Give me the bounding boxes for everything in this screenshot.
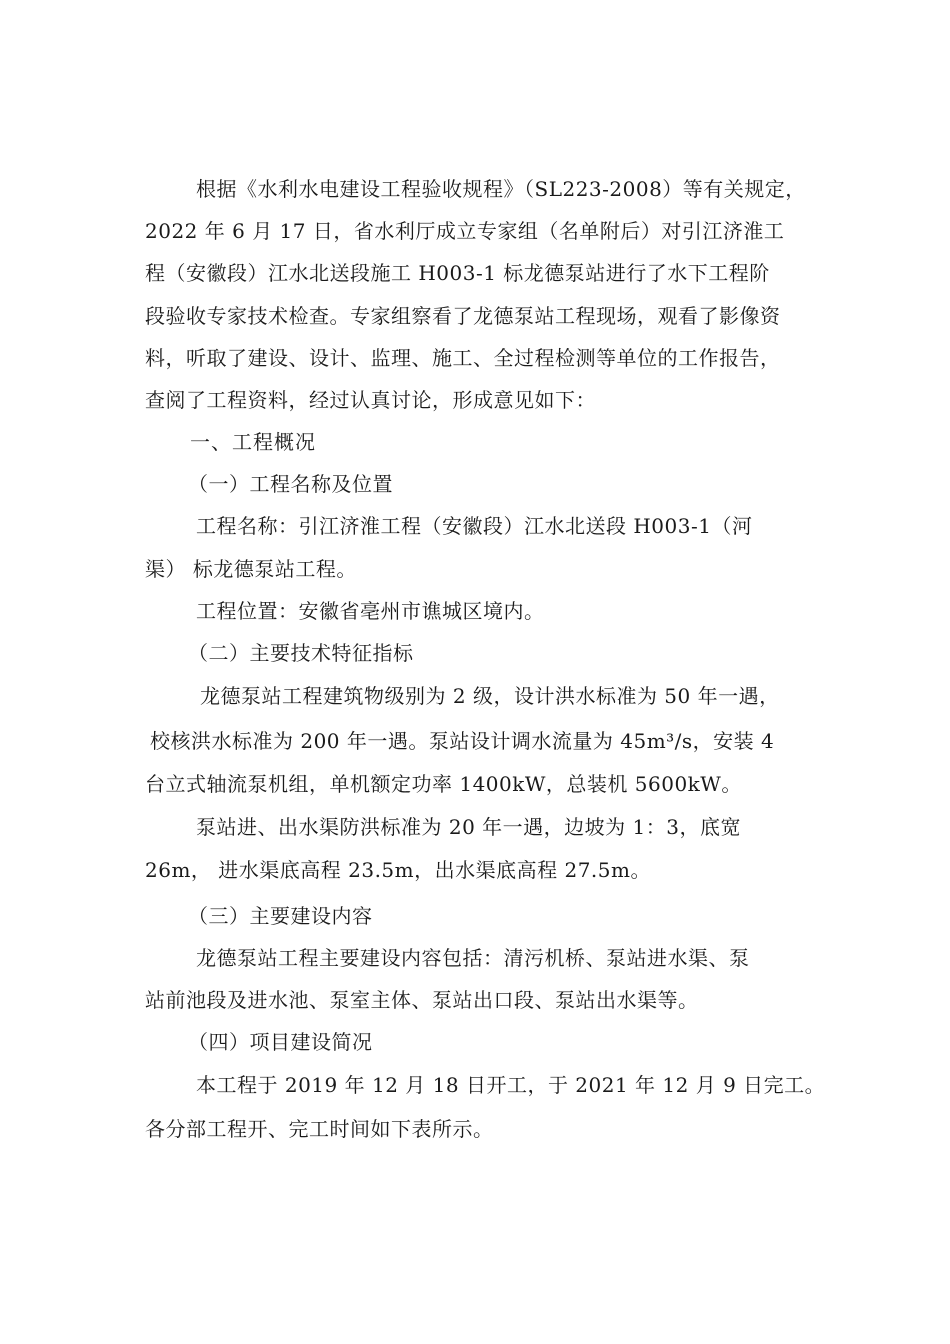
subsection-3-heading: （三）主要建设内容: [188, 904, 373, 928]
construction-content-line-1: 龙德泵站工程主要建设内容包括：清污机桥、泵站进水渠、泵: [196, 946, 750, 970]
tech-para-1-line-2: 校核洪水标准为 200 年一遇。泵站设计调水流量为 45m³/s，安装 4: [150, 729, 775, 753]
project-location: 工程位置：安徽省亳州市谯城区境内。: [196, 599, 545, 623]
tech-para-1-line-1: 龙德泵站工程建筑物级别为 2 级，设计洪水标准为 50 年一遇，: [200, 684, 780, 708]
intro-line-2: 2022 年 6 月 17 日，省水利厅成立专家组（名单附后）对引江济淮工: [145, 219, 785, 243]
construction-content-line-2: 站前池段及进水池、泵室主体、泵站出口段、泵站出水渠等。: [145, 988, 699, 1012]
tech-para-2-line-1: 泵站进、出水渠防洪标准为 20 年一遇，边坡为 1：3，底宽: [196, 815, 741, 839]
subsection-1-heading: （一）工程名称及位置: [188, 472, 393, 496]
project-name-line-2: 渠） 标龙德泵站工程。: [145, 557, 357, 581]
subsection-4-heading: （四）项目建设简况: [188, 1030, 373, 1054]
intro-line-4: 段验收专家技术检查。专家组察看了龙德泵站工程现场，观看了影像资: [145, 304, 781, 328]
intro-line-5: 料，听取了建设、设计、监理、施工、全过程检测等单位的工作报告，: [145, 346, 781, 370]
intro-line-1: 根据《水利水电建设工程验收规程》（SL223-2008）等有关规定，: [196, 177, 806, 201]
section-1-heading: 一、工程概况: [190, 430, 316, 454]
intro-line-3: 程（安徽段）江水北送段施工 H003-1 标龙德泵站进行了水下工程阶: [145, 261, 770, 285]
subsection-2-heading: （二）主要技术特征指标: [188, 641, 414, 665]
tech-para-1-line-3: 台立式轴流泵机组，单机额定功率 1400kW，总装机 5600kW。: [145, 772, 742, 796]
tech-para-2-line-2: 26m， 进水渠底高程 23.5m，出水渠底高程 27.5m。: [145, 858, 651, 882]
schedule-line-1: 本工程于 2019 年 12 月 18 日开工，于 2021 年 12 月 9 日完工。: [196, 1073, 826, 1097]
schedule-line-2: 各分部工程开、完工时间如下表所示。: [145, 1117, 494, 1141]
project-name-line-1: 工程名称：引江济淮工程（安徽段）江水北送段 H003-1（河: [196, 514, 753, 538]
intro-line-6: 查阅了工程资料，经过认真讨论，形成意见如下：: [145, 388, 596, 412]
